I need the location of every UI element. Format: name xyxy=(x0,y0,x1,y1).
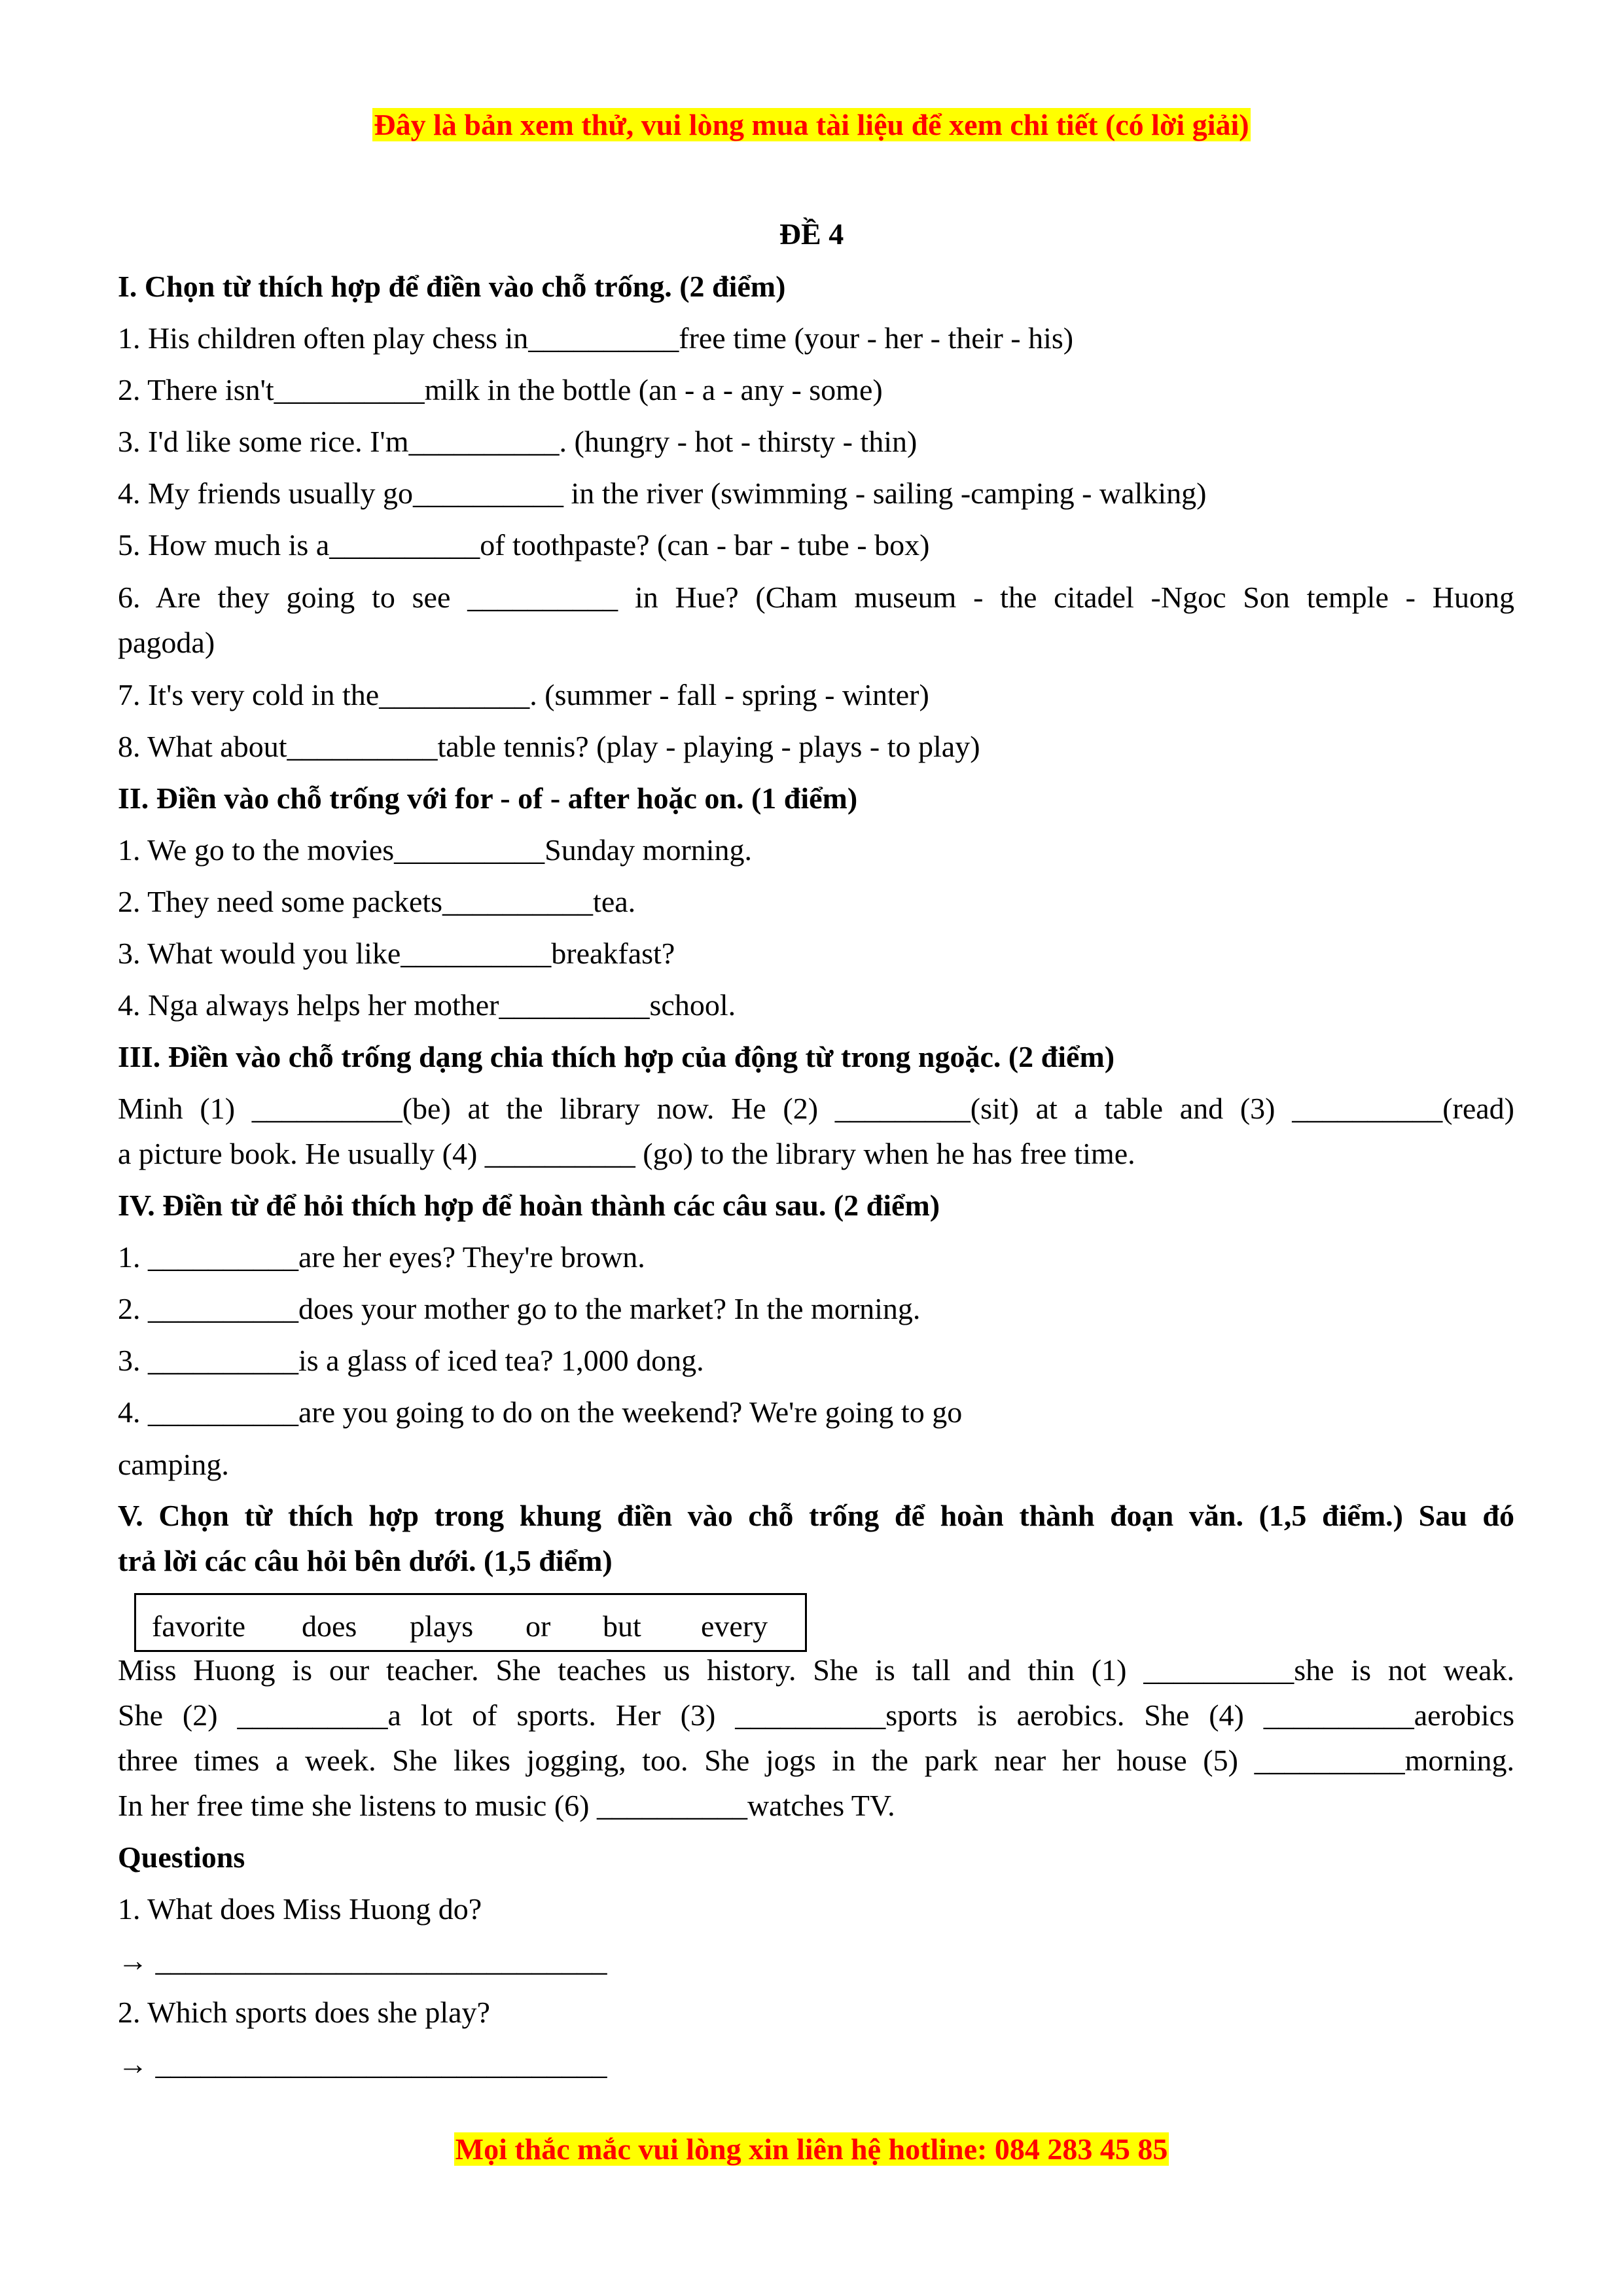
section-4-item: 2. __________does your mother go to the market? In the morning. xyxy=(118,1292,921,1325)
answer-line: → ______________________________ xyxy=(118,2047,607,2081)
word-box-item: plays xyxy=(410,1609,474,1643)
section-1-item: 4. My friends usually go__________ in the river (swimming - sailing -camping - walking) xyxy=(118,476,1207,510)
section-1-item: 2. There isn't__________milk in the bottle (an - a - any - some) xyxy=(118,373,883,406)
answer-line: → ______________________________ xyxy=(118,1944,607,1977)
section-5-paragraph-line: Miss Huong is our teacher. She teaches us history. She is tall and thin (1) __________she is not weak. xyxy=(118,1653,1514,1687)
section-2-item: 3. What would you like__________breakfast? xyxy=(118,937,675,970)
section-1-item: 1. His children often play chess in__________free time (your - her - their - his) xyxy=(118,321,1074,355)
word-box-item: every xyxy=(701,1609,768,1643)
section-4-item: 1. __________are her eyes? They're brown. xyxy=(118,1240,645,1274)
section-4-heading: IV. Điền từ để hỏi thích hợp để hoàn thành các câu sau. (2 điểm) xyxy=(118,1189,940,1222)
section-5-heading-continued: trả lời các câu hỏi bên dưới. (1,5 điểm) xyxy=(118,1544,613,1577)
section-4-item: 3. __________is a glass of iced tea? 1,000 dong. xyxy=(118,1344,704,1377)
exam-title: ĐỀ 4 xyxy=(779,217,844,251)
word-box xyxy=(134,1593,807,1652)
preview-banner-text: Đây là bản xem thử, vui lòng mua tài liệu để xem chi tiết (có lời giải) xyxy=(374,108,1249,141)
section-5-paragraph-line: In her free time she listens to music (6) __________watches TV. xyxy=(118,1789,895,1822)
section-3-line: a picture book. He usually (4) __________ (go) to the library when he has free time. xyxy=(118,1137,1135,1170)
section-1-item: 3. I'd like some rice. I'm__________. (hungry - hot - thirsty - thin) xyxy=(118,425,918,458)
hotline-banner-text: Mọi thắc mắc vui lòng xin liên hệ hotline: 084 283 45 85 xyxy=(455,2132,1168,2166)
section-1-heading: I. Chọn từ thích hợp để điền vào chỗ trống. (2 điểm) xyxy=(118,270,786,303)
section-2-item: 1. We go to the movies__________Sunday morning. xyxy=(118,833,753,867)
section-4-item: 4. __________are you going to do on the weekend? We're going to go xyxy=(118,1395,963,1429)
section-2-item: 2. They need some packets__________tea. xyxy=(118,885,636,918)
section-3-heading: III. Điền vào chỗ trống dạng chia thích hợp của động từ trong ngoặc. (2 điểm) xyxy=(118,1040,1115,1073)
section-1-item: 8. What about__________table tennis? (play - playing - plays - to play) xyxy=(118,730,980,763)
section-5-paragraph-line: three times a week. She likes jogging, too. She jogs in the park near her house (5) __________morning. xyxy=(118,1744,1514,1777)
section-5-paragraph-line: She (2) __________a lot of sports. Her (3) __________sports is aerobics. She (4) __________aerobics xyxy=(118,1698,1514,1732)
word-box-item: favorite xyxy=(152,1609,246,1643)
word-box-item: does xyxy=(302,1609,357,1643)
section-2-item: 4. Nga always helps her mother__________school. xyxy=(118,988,736,1022)
section-2-heading: II. Điền vào chỗ trống với for - of - after hoặc on. (1 điểm) xyxy=(118,781,858,815)
section-1-item-continued: pagoda) xyxy=(118,626,215,659)
preview-banner xyxy=(0,107,1623,143)
section-1-item: 5. How much is a__________of toothpaste? (can - bar - tube - box) xyxy=(118,528,930,562)
hotline-banner xyxy=(0,2131,1623,2167)
section-1-item: 7. It's very cold in the__________. (summer - fall - spring - winter) xyxy=(118,678,929,711)
section-3-line: Minh (1) __________(be) at the library now. He (2) _________(sit) at a table and (3) __________(read) xyxy=(118,1092,1514,1125)
section-5-heading: V. Chọn từ thích hợp trong khung điền vào chỗ trống để hoàn thành đoạn văn. (1,5 điểm.) Sau đó xyxy=(118,1499,1514,1532)
word-box-item: or xyxy=(526,1609,551,1643)
questions-heading: Questions xyxy=(118,1840,245,1874)
section-1-item: 6. Are they going to see __________ in Hue? (Cham museum - the citadel -Ngoc Son temple - Huong xyxy=(118,581,1514,614)
section-4-item-continued: camping. xyxy=(118,1448,229,1481)
word-box-item: but xyxy=(603,1609,641,1643)
question: 2. Which sports does she play? xyxy=(118,1996,490,2029)
question: 1. What does Miss Huong do? xyxy=(118,1892,482,1926)
